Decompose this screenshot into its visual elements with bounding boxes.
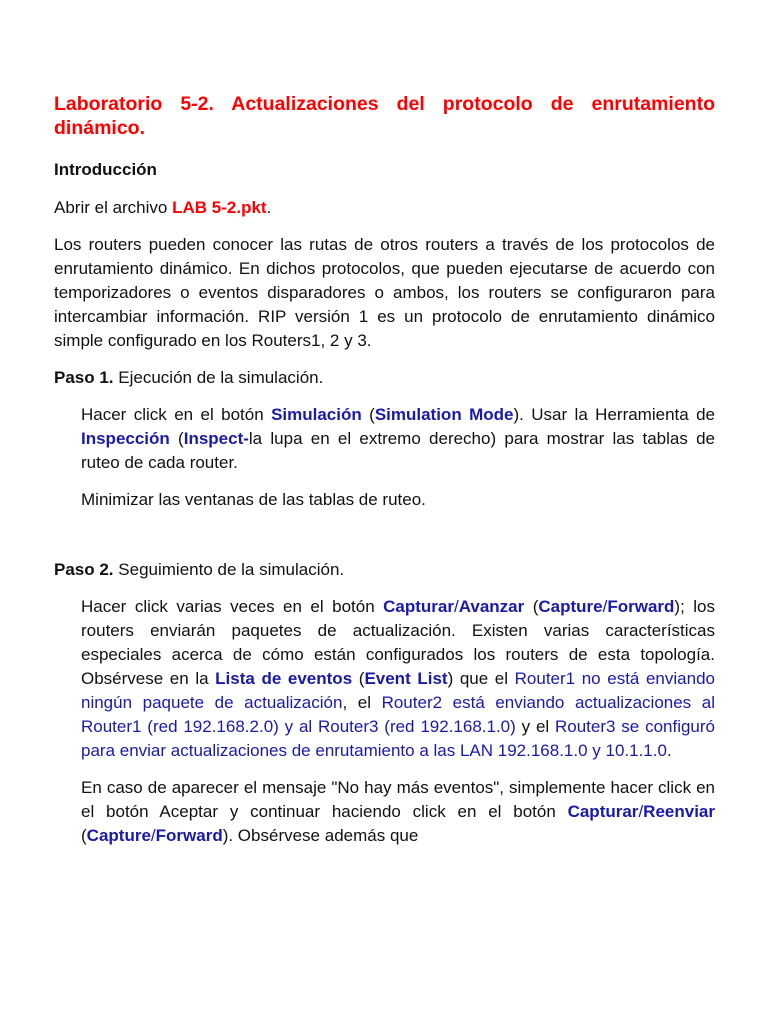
step1-text-4: (	[169, 429, 184, 448]
document-title: Laboratorio 5-2. Actualizaciones del protocolo de enrutamiento dinámico.	[54, 93, 715, 139]
intro-heading: Introducción	[54, 160, 157, 179]
router2-observation: Router2 está enviando actualizaciones al Router1 (red 192.168.2.0) y al Router3 (red 192.168.1.0)	[81, 693, 715, 736]
step2-text-6: (	[352, 669, 365, 688]
open-file-instruction	[54, 196, 715, 220]
router3-observation: Router3 se configuró para enviar actualizaciones de enrutamiento a las LAN 192.168.1.0 y 10.1.1.0	[81, 717, 715, 760]
step1-heading	[54, 366, 715, 390]
slash: /	[150, 826, 156, 845]
forward-button-label: Forward	[155, 826, 223, 845]
step1-text-5: la lupa en el extremo derecho) para mostrar las tablas de ruteo de cada router.	[81, 429, 715, 472]
capture-button-label: Capture	[86, 826, 151, 845]
capture-button-label: Capture	[538, 597, 603, 616]
step2-no-events-instruction	[81, 776, 715, 848]
slash: /	[602, 597, 608, 616]
capturar-button-label: Capturar	[567, 802, 639, 821]
step2-p2-text-1: En caso de aparecer el mensaje "No hay más eventos", simplemente hacer click en el botón Aceptar y continuar haciendo click en el botón	[81, 778, 715, 821]
step1-instruction	[81, 403, 715, 475]
router1-observation: Router1 no está enviando ningún paquete de actualización	[81, 669, 715, 712]
slash: /	[638, 802, 644, 821]
step1-text-3: ). Usar la Herramienta de	[513, 405, 716, 424]
document-page	[54, 92, 715, 861]
simulation-button-label: Simulación	[271, 405, 362, 424]
step1-minimize-instruction: Minimizar las ventanas de las tablas de ruteo.	[81, 490, 426, 509]
inspect-tool-label: Inspect-	[183, 429, 249, 448]
step2-text-10: .	[666, 741, 672, 760]
step2-text-9: y el	[515, 717, 555, 736]
spacer	[54, 525, 715, 558]
step1-label: Paso 1.	[54, 368, 114, 387]
avanzar-button-label: Avanzar	[458, 597, 525, 616]
step2-text-8: , el	[342, 693, 382, 712]
step2-heading	[54, 558, 715, 582]
step2-title: Seguimiento de la simulación.	[113, 560, 345, 579]
step2-p2-text-3: (	[81, 826, 87, 845]
step2-text-1: Hacer click varias veces en el botón	[81, 597, 384, 616]
simulation-mode-label: Simulation Mode	[374, 405, 514, 424]
step2-text-5: ); los routers enviarán paquetes de actualización. Existen varias características especiales acerca de cómo están configurados los routers de esta topología. Obsérvese en la	[81, 597, 716, 688]
step2-label: Paso 2.	[54, 560, 114, 579]
event-list-spanish-label: Lista de eventos	[215, 669, 353, 688]
step1-text-1: Hacer click en el botón	[81, 405, 272, 424]
event-list-label: Event List	[364, 669, 448, 688]
reenviar-button-label: Reenviar	[643, 802, 715, 821]
step1-text-2: (	[361, 405, 375, 424]
step1-title: Ejecución de la simulación.	[113, 368, 324, 387]
inspection-tool-label: Inspección	[81, 429, 170, 448]
step2-p2-text-5: ). Obsérvese además que	[222, 826, 419, 845]
capturar-button-label: Capturar	[383, 597, 454, 616]
open-file-suffix: .	[266, 198, 272, 217]
step2-instruction	[81, 595, 715, 763]
open-file-prefix: Abrir el archivo	[54, 198, 173, 217]
step2-text-7: ) que el	[447, 669, 515, 688]
forward-button-label: Forward	[607, 597, 675, 616]
step2-text-3: (	[524, 597, 539, 616]
slash: /	[454, 597, 459, 616]
lab-filename: LAB 5-2.pkt	[172, 198, 267, 217]
intro-paragraph: Los routers pueden conocer las rutas de otros routers a través de los protocolos de enrutamiento dinámico. En dichos protocolos, que pueden ejecutarse de acuerdo con temporizadores o eventos disparadores o ambos, los routers se configuraron para intercambiar información. RIP versión 1 es un protocolo de enrutamiento dinámico simple configurado en los Routers1, 2 y 3.	[54, 235, 715, 350]
